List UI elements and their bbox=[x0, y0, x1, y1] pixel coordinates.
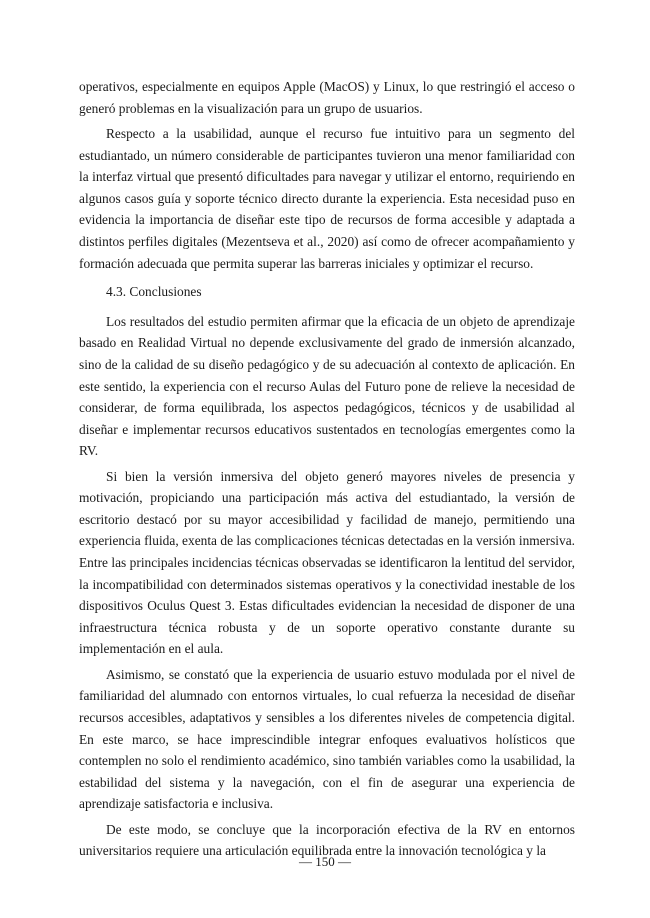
paragraph-continuation: operativos, especialmente en equipos Apple (MacOS) y Linux, lo que restringió el acceso o generó problemas en la visualización para un grupo de usuarios. bbox=[79, 79, 575, 116]
paragraph-usability: Respecto a la usabilidad, aunque el recurso fue intuitivo para un segmento del estudiantado, un número considerable de participantes tuvieron una menor familiaridad con la interfaz virtual que presentó dificultades para navegar y utilizar el entorno, requiriendo en algunos casos guía y soporte técnico directo durante la experiencia. Esta necesidad puso en evidencia la importancia de diseñar este tipo de recursos de forma accesible y adaptada a distintos perfiles digitales (Mezentseva et al., 2020) así como de ofrecer acompañamiento y formación adecuada que permita superar las barreras iniciales y optimizar el recurso. bbox=[79, 125, 575, 271]
page-number: — 150 — bbox=[299, 854, 351, 869]
page-body bbox=[79, 76, 575, 866]
section-heading: 4.3. Conclusiones bbox=[106, 284, 202, 300]
paragraph-immersive-version: Si bien la versión inmersiva del objeto generó mayores niveles de presencia y motivación, propiciando una participación más activa del estudiantado, la versión de escritorio destacó por su mayor accesibilidad y facilidad de manejo, permitiendo una experiencia fluida, exenta de las complicaciones técnicas detectadas en la versión inmersiva. Entre las principales incidencias técnicas observadas se identificaron la lentitud del servidor, la incompatibilidad con determinados sistemas operativos y la conectividad inestable de los dispositivos Oculus Quest 3. Estas dificultades evidencian la necesidad de disponer de una infraestructura técnica robusta y de un soporte operativo constante durante su implementación en el aula. bbox=[79, 468, 575, 657]
paragraph-conclusion: De este modo, se concluye que la incorporación efectiva de la RV en entornos universitarios requiere una articulación equilibrada entre la innovación tecnológica y la bbox=[79, 821, 575, 859]
paragraph-user-experience: Asimismo, se constató que la experiencia de usuario estuvo modulada por el nivel de familiaridad del alumnado con entornos virtuales, lo cual refuerza la necesidad de diseñar recursos accesibles, adaptativos y sensibles a los diferentes niveles de competencia digital. En este marco, se hace imprescindible integrar enfoques evaluativos holísticos que contemplen no solo el rendimiento académico, sino también variables como la usabilidad, la estabilidad del sistema y la navegación, con el fin de asegurar una experiencia de aprendizaje satisfactoria e inclusiva. bbox=[79, 666, 575, 812]
paragraph-results: Los resultados del estudio permiten afirmar que la eficacia de un objeto de aprendizaje basado en Realidad Virtual no depende exclusivamente del grado de inmersión alcanzado, sino de la calidad de su diseño pedagógico y de su adecuación al contexto de aplicación. En este sentido, la experiencia con el recurso Aulas del Futuro pone de relieve la necesidad de considerar, de forma equilibrada, los aspectos pedagógicos, técnicos y de usabilidad al diseñar e implementar recursos educativos sustentados en tecnologías emergentes como la RV. bbox=[79, 313, 575, 459]
